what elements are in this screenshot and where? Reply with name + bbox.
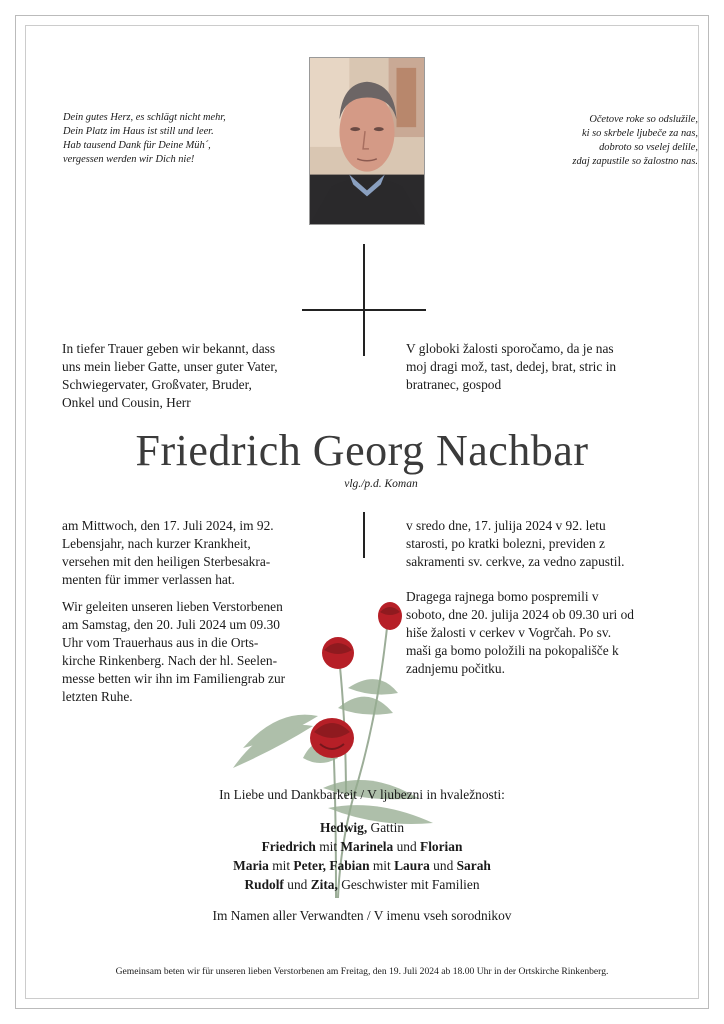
verse-line: dobroto so vselej delile, <box>599 142 698 153</box>
prayer-footer: Gemeinsam beten wir für unseren lieben Verstorbenen am Freitag, den 19. Juli 2024 ab 18.00 Uhr in der Ortskirche Rinkenberg. <box>115 966 609 977</box>
deceased-name: Friedrich Georg Nachbar <box>135 426 589 475</box>
text-line: messe betten wir ihn im Familiengrab zur <box>62 671 286 686</box>
text-line: am Samstag, den 20. Juli 2024 um 09.30 <box>62 617 280 632</box>
column-divider <box>363 512 365 558</box>
cross-icon <box>363 244 365 356</box>
text-line: Schwiegervater, Großvater, Bruder, <box>62 377 252 392</box>
cross-bar <box>302 309 426 311</box>
verse-line: Hab tausend Dank für Deine Müh´, <box>63 140 211 151</box>
family-list <box>0 818 724 894</box>
text-line: In tiefer Trauer geben wir bekannt, dass <box>62 341 276 356</box>
text-line: sakramenti sv. cerkve, za vedno zapustil. <box>406 554 625 569</box>
portrait-photo <box>309 57 425 225</box>
family-line-widow: Hedwig, Gattin <box>319 820 405 835</box>
text-line: uns mein lieber Gatte, unser guter Vater, <box>62 359 278 374</box>
text-line: Onkel und Cousin, Herr <box>62 395 191 410</box>
verse-line: Dein gutes Herz, es schlägt nicht mehr, <box>63 112 226 123</box>
verse-line: vergessen werden wir Dich nie! <box>63 154 195 165</box>
text-line: Wir geleiten unseren lieben Verstorbenen <box>62 599 283 614</box>
text-line: Lebensjahr, nach kurzer Krankheit, <box>62 536 251 551</box>
deceased-alias: vlg./p.d. Koman <box>344 478 418 490</box>
text-line: soboto, dne 20. julija 2024 ob 09.30 uri od <box>406 607 635 622</box>
text-line: Uhr vom Trauerhaus aus in die Orts- <box>62 635 259 650</box>
slovene-death-notice <box>406 517 668 571</box>
german-verse <box>63 111 278 167</box>
text-line: versehen mit den heiligen Sterbesakra- <box>62 554 271 569</box>
text-line: Dragega rajnega bomo pospremili v <box>406 589 599 604</box>
german-death-notice <box>62 517 330 589</box>
slovene-intro <box>406 340 668 394</box>
text-line: moj dragi mož, tast, dedej, brat, stric in <box>406 359 617 374</box>
family-line-children-1: Friedrich mit Marinela und Florian <box>261 839 463 854</box>
verse-line: Dein Platz im Haus ist still und leer. <box>63 126 214 137</box>
verse-line: zdaj zapustile so žalostno nas. <box>572 156 698 167</box>
german-intro <box>62 340 332 412</box>
verse-line: ki so skrbele ljubeče za nas, <box>581 128 698 139</box>
text-line: zadnjemu počitku. <box>406 661 505 676</box>
text-line: am Mittwoch, den 17. Juli 2024, im 92. <box>62 518 274 533</box>
text-line: kirche Rinkenberg. Nach der hl. Seelen- <box>62 653 278 668</box>
text-line: starosti, po kratki bolezni, previden z <box>406 536 605 551</box>
verse-line: Očetove roke so odslužile, <box>589 114 698 125</box>
text-line: menten für immer verlassen hat. <box>62 572 235 587</box>
text-line: v sredo dne, 17. julija 2024 v 92. letu <box>406 518 606 533</box>
relatives-line: Im Namen aller Verwandten / V imenu vseh sorodnikov <box>212 908 512 923</box>
family-line-children-2: Maria mit Peter, Fabian mit Laura und Sarah <box>233 858 491 873</box>
text-line: letzten Ruhe. <box>62 689 133 704</box>
text-line: V globoki žalosti sporočamo, da je nas <box>406 341 614 356</box>
text-line: hiše žalosti v cerkev v Vogrčah. Po sv. <box>406 625 612 640</box>
family-line-siblings: Rudolf und Zita, Geschwister mit Familien <box>244 877 480 892</box>
thanks-heading: In Liebe und Dankbarkeit / V ljubezni in hvaležnosti: <box>219 787 505 802</box>
text-line: bratranec, gospod <box>406 377 502 392</box>
text-line: maši ga bomo položili na pokopališče k <box>406 643 619 658</box>
german-funeral-notice <box>62 598 330 706</box>
slovene-funeral-notice <box>406 588 668 678</box>
slovene-verse <box>483 113 698 169</box>
